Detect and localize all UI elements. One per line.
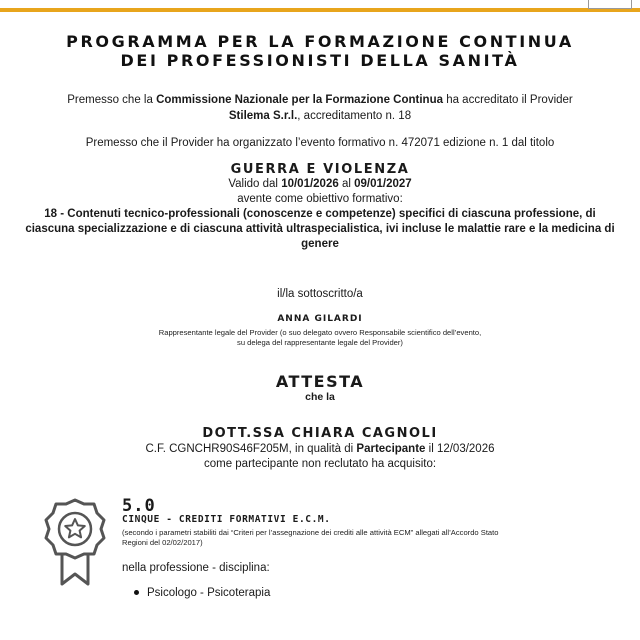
objective-intro: avente come obiettivo formativo: xyxy=(237,193,403,205)
premise-prefix: Premesso che la xyxy=(67,94,157,106)
accreditation-number: , accreditamento n. 18 xyxy=(297,110,412,122)
signatory-role-line2: su delega del rappresentante legale del Provider) xyxy=(237,338,403,347)
credits-label: CINQUE - CREDITI FORMATIVI E.C.M. xyxy=(122,514,331,525)
award-ribbon-star-icon xyxy=(42,496,108,588)
signatory-role-line1: Rappresentante legale del Provider (o suo delegato ovvero Responsabile scientifico dell’evento, xyxy=(158,328,482,337)
participant-details xyxy=(0,443,640,455)
profession-intro: nella professione - disciplina: xyxy=(122,562,270,574)
training-objective: 18 - Contenuti tecnico-professionali (conoscenze e competenze) specifici di ciascuna professione, di ciascuna specializzazione e di ciascuna attività ultraspecialistica, ivi incluse le malattie rare e la medicina di genere xyxy=(25,208,615,250)
attestation-subheading: che la xyxy=(305,391,335,403)
participant-name: DOTT.SSA CHIARA CAGNOLI xyxy=(202,426,438,441)
acquired-intro: come partecipante non reclutato ha acquisito: xyxy=(203,458,437,470)
credits-note-line2: Regioni del 02/02/2017) xyxy=(122,538,203,547)
premise-provider-line2 xyxy=(0,110,640,122)
list-item xyxy=(134,587,270,599)
event-validity xyxy=(0,178,640,190)
accent-stripe xyxy=(0,8,640,12)
premise-event: Premesso che il Provider ha organizzato l’evento formativo n. 472071 edizione n. 1 dal titolo xyxy=(85,137,555,149)
profession-discipline: Psicologo - Psicoterapia xyxy=(147,587,271,599)
credits-note-line1: (secondo i parametri stabiliti dai “Criteri per l’assegnazione dei crediti alle attività ECM” allegati all’Accordo Stato xyxy=(122,528,499,537)
validity-prefix: Valido dal xyxy=(228,178,282,190)
top-accent-bar xyxy=(0,0,640,14)
attestation-heading: ATTESTA xyxy=(275,372,365,391)
signatory-intro: il/la sottoscritto/a xyxy=(277,288,363,300)
corner-tab xyxy=(588,0,632,9)
document-title-line1: PROGRAMMA PER LA FORMAZIONE CONTINUA xyxy=(66,32,574,51)
valid-to-date: 09/01/2027 xyxy=(354,178,412,190)
signatory-name: ANNA GILARDI xyxy=(277,314,363,324)
valid-from-date: 10/01/2026 xyxy=(281,178,339,190)
provider-name: Stilema S.r.l. xyxy=(228,110,298,122)
participant-tax-code: C.F. CGNCHR90S46F205M, in qualità di xyxy=(145,443,357,455)
document-title-line2: DEI PROFESSIONISTI DELLA SANITÀ xyxy=(120,51,520,70)
bullet-icon xyxy=(134,590,139,595)
commission-name: Commissione Nazionale per la Formazione Continua xyxy=(156,94,443,106)
premise-provider-line1 xyxy=(0,94,640,106)
premise-middle: ha accreditato il Provider xyxy=(443,94,573,106)
credits-value: 5.0 xyxy=(122,496,156,516)
event-title: GUERRA E VIOLENZA xyxy=(230,162,410,177)
participant-role: Partecipante xyxy=(356,443,426,455)
participation-date: il 12/03/2026 xyxy=(425,443,495,455)
validity-mid: al xyxy=(338,178,355,190)
